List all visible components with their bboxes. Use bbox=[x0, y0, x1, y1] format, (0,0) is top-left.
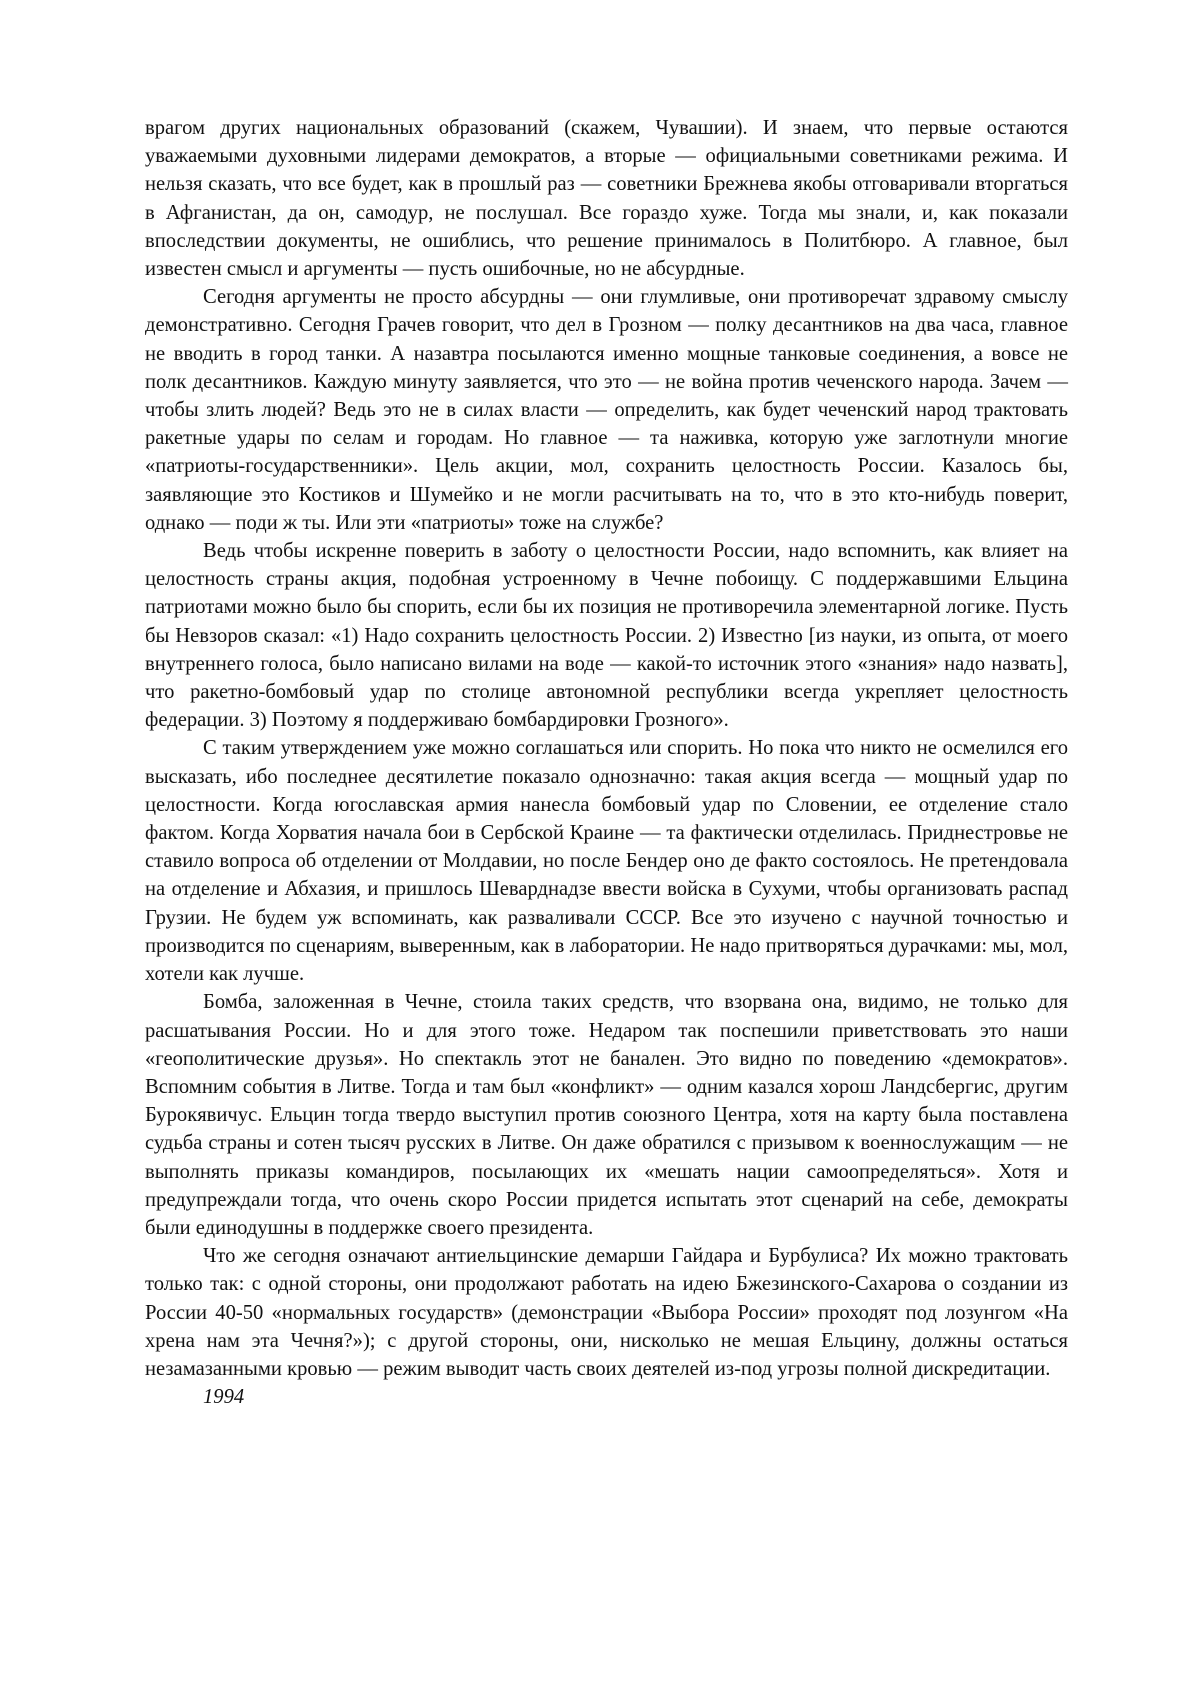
date-line: 1994 bbox=[203, 1386, 245, 1409]
paragraph-5: Бомба, заложенная в Чечне, стоила таких средств, что взорвана она, видимо, не только для расшатывания России. Но и для этого тоже. Недаром так поспешили приветствовать это наши «геополитические друзья». Но спектакль этот не банален. Это видно по поведению «демократов». Вспомним события в Литве. Тогда и там был «конфликт» — одним казался хорош Ландсбергис, другим Бурокявичус. Ельцин тогда твердо выступил против союзного Центра, хотя на карту была поставлена судьба страны и сотен тысяч русских в Литве. Он даже обратился с призывом к военнослужащим — не выполнять приказы командиров, посылающих их «мешать нации самоопределяться». Хотя и предупреждали тогда, что очень скоро России придется испытать этот сценарий на себе, демократы были единодушны в поддержке своего президента. bbox=[145, 991, 1068, 1239]
article-body bbox=[145, 114, 1068, 1411]
paragraph-2: Сегодня аргументы не просто абсурдны — они глумливые, они противоречат здравому смыслу демонстративно. Сегодня Грачев говорит, что дел в Грозном — полку десантников на два часа, главное не вводить в город танки. А назавтра посылаются именно мощные танковые соединения, а вовсе не полк десантников. Каждую минуту заявляется, что это — не война против чеченского народа. Зачем — чтобы злить людей? Ведь это не в силах власти — определить, как будет чеченский народ трактовать ракетные удары по селам и городам. Но главное — та наживка, которую уже заглотнули многие «патриоты-государственники». Цель акции, мол, сохранить целостность России. Казалось бы, заявляющие это Костиков и Шумейко и не могли расчитывать на то, что в это кто-нибудь поверит, однако — поди ж ты. Или эти «патриоты» тоже на службе? bbox=[145, 286, 1068, 534]
paragraph-1: врагом других национальных образований (скажем, Чувашии). И знаем, что первые остаются уважаемыми духовными лидерами демократов, а вторые — официальными советниками режима. И нельзя сказать, что все будет, как в прошлый раз — советники Брежнева якобы отговаривали вторгаться в Афганистан, да он, самодур, не послушал. Все гораздо хуже. Тогда мы знали, и, как показали впоследствии документы, не ошиблись, что решение принималось в Политбюро. А главное, был известен смысл и аргументы — пусть ошибочные, но не абсурдные. bbox=[145, 117, 1068, 281]
paragraph-6: Что же сегодня означают антиельцинские демарши Гайдара и Бурбулиса? Их можно трактовать только так: с одной стороны, они продолжают работать на идею Бжезинского-Сахарова о создании из России 40-50 «нормальных государств» (демонстрации «Выбора России» проходят под лозунгом «На хрена нам эта Чечня?»); с другой стороны, они, нисколько не мешая Ельцину, должны остаться незамазанными кровью — режим выводит часть своих деятелей из-под угрозы полной дискредитации. bbox=[145, 1245, 1068, 1380]
paragraph-4: С таким утверждением уже можно соглашаться или спорить. Но пока что никто не осмелился его высказать, ибо последнее десятилетие показало однозначно: такая акция всегда — мощный удар по целостности. Когда югославская армия нанесла бомбовый удар по Словении, ее отделение стало фактом. Когда Хорватия начала бои в Сербской Краине — та фактически отделилась. Приднестровье не ставило вопроса об отделении от Молдавии, но после Бендер оно де факто состоялось. Не претендовала на отделение и Абхазия, и пришлось Шеварднадзе ввести войска в Сухуми, чтобы организовать распад Грузии. Не будем уж вспоминать, как разваливали СССР. Все это изучено с научной точностью и производится по сценариям, выверенным, как в лаборатории. Не надо притворяться дурачками: мы, мол, хотели как лучше. bbox=[145, 737, 1068, 986]
paragraph-3: Ведь чтобы искренне поверить в заботу о целостности России, надо вспомнить, как влияет на целостность страны акция, подобная устроенному в Чечне побоищу. С поддержавшими Ельцина патриотами можно было бы спорить, если бы их позиция не противоречила элементарной логике. Пусть бы Невзоров сказал: «1) Надо сохранить целостность России. 2) Известно [из науки, из опыта, от моего внутреннего голоса, было написано вилами на воде — какой-то источник этого «знания» надо назвать], что ракетно-бомбовый удар по столице автономной республики всегда укрепляет целостность федерации. 3) Поэтому я поддерживаю бомбардировки Грозного». bbox=[145, 540, 1068, 732]
